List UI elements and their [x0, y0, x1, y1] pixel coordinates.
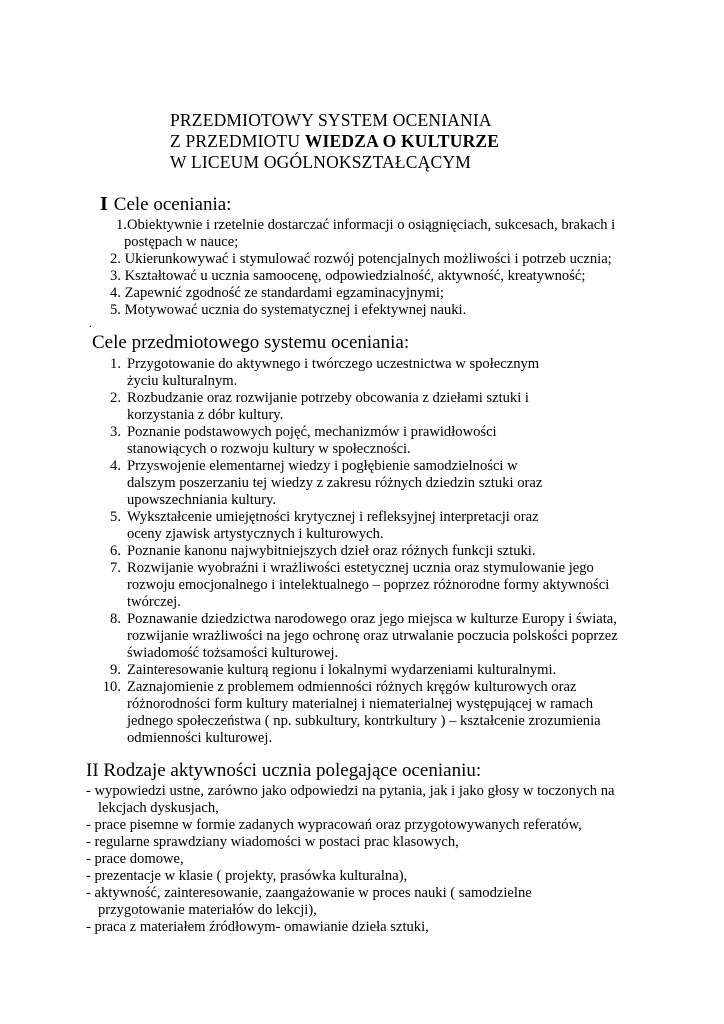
- list-item-continuation: świadomość tożsamości kulturowej.: [127, 645, 339, 661]
- item-number: 1.: [116, 217, 127, 233]
- list-item: - regularne sprawdziany wiadomości w postaci prac klasowych,: [86, 834, 459, 850]
- item-text: Poznanie kanonu najwybitniejszych dzieł oraz różnych funkcji sztuki.: [127, 543, 536, 559]
- item-text: Poznanie podstawowych pojęć, mechanizmów i prawidłowości: [127, 424, 497, 440]
- list-item-continuation: odmienności kulturowej.: [127, 730, 273, 746]
- list-item-continuation: upowszechniania kultury.: [127, 492, 277, 508]
- list-item: [99, 543, 536, 560]
- list-item: - prezentacje w klasie ( projekty, prasówka kulturalna),: [86, 868, 408, 884]
- list-item-continuation: postępach w nauce;: [124, 234, 239, 250]
- list-item: [99, 560, 594, 577]
- list-item: [99, 662, 556, 679]
- list-item: [116, 217, 615, 234]
- item-number: 10.: [102, 679, 121, 695]
- header-line-2: [170, 131, 499, 152]
- list-item-continuation: twórczej.: [127, 594, 181, 610]
- item-text: Przyswojenie elementarnej wiedzy i pogłębienie samodzielności w: [127, 458, 518, 474]
- item-text: Zapewnić zgodność ze standardami egzaminacyjnymi;: [124, 285, 444, 301]
- item-number: 4.: [110, 458, 121, 474]
- list-item: - prace domowe,: [86, 851, 184, 867]
- item-number: 8.: [110, 611, 121, 627]
- section-1-title: Cele oceniania:: [113, 194, 232, 215]
- item-number: 4.: [110, 285, 121, 301]
- list-item-continuation: przygotowanie materiałów do lekcji),: [98, 902, 317, 918]
- list-item: [99, 611, 617, 628]
- list-item: - aktywność, zainteresowanie, zaangażowanie w proces nauki ( samodzielne: [86, 885, 532, 901]
- item-number: 5.: [110, 302, 121, 318]
- item-number: 7.: [110, 560, 121, 576]
- list-item: [99, 390, 529, 407]
- document-header: [170, 110, 499, 173]
- item-text: Ukierunkowywać i stymulować rozwój potencjalnych możliwości i potrzeb ucznia;: [124, 251, 612, 267]
- stray-dot: .: [89, 318, 92, 330]
- list-item: [99, 509, 539, 526]
- list-item-continuation: stanowiących o rozwoju kultury w społeczności.: [127, 441, 411, 457]
- list-item-continuation: oceny zjawisk artystycznych i kulturowych.: [127, 526, 384, 542]
- header-line-2-prefix: Z PRZEDMIOTU: [170, 131, 305, 151]
- item-number: 9.: [110, 662, 121, 678]
- item-number: 5.: [110, 509, 121, 525]
- list-item-continuation: rozwoju emocjonalnego i intelektualnego – poprzez różnorodne formy aktywności: [127, 577, 610, 593]
- item-text: Poznawanie dziedzictwa narodowego oraz jego miejsca w kulturze Europy i świata,: [127, 611, 617, 627]
- item-number: 2.: [110, 390, 121, 406]
- item-text: Zainteresowanie kulturą regionu i lokalnymi wydarzeniami kulturalnymi.: [127, 662, 557, 678]
- list-item: [99, 356, 539, 373]
- list-item: - praca z materiałem źródłowym- omawianie dzieła sztuki,: [86, 919, 429, 935]
- section-2-heading: Cele przedmiotowego systemu oceniania:: [92, 332, 410, 353]
- item-text: Motywować ucznia do systematycznej i efektywnej nauki.: [124, 302, 467, 318]
- list-item: - prace pisemne w formie zadanych wypracowań oraz przygotowywanych referatów,: [86, 817, 582, 833]
- list-item: [110, 268, 585, 285]
- list-item-continuation: jednego społeczeństwa ( np. subkultury, kontrkultury ) – kształcenie zrozumienia: [127, 713, 601, 729]
- header-subject: WIEDZA O KULTURZE: [304, 131, 500, 151]
- list-item: [99, 458, 518, 475]
- item-number: 6.: [110, 543, 121, 559]
- section-3-heading: II Rodzaje aktywności ucznia polegające ocenianiu:: [86, 760, 482, 781]
- section-1-roman: I: [100, 193, 108, 215]
- list-item: [110, 302, 466, 319]
- list-item-continuation: różnorodności form kultury materialnej i niematerialnej występującej w ramach: [127, 696, 594, 712]
- list-item: - wypowiedzi ustne, zarówno jako odpowiedzi na pytania, jak i jako głosy w toczonych na: [86, 783, 615, 799]
- item-text: Kształtować u ucznia samoocenę, odpowiedzialność, aktywność, kreatywność;: [124, 268, 586, 284]
- list-item: [99, 679, 576, 696]
- list-item-continuation: życiu kulturalnym.: [127, 373, 238, 389]
- item-text: Wykształcenie umiejętności krytycznej i refleksyjnej interpretacji oraz: [127, 509, 539, 525]
- item-text: Rozwijanie wyobraźni i wrażliwości estetycznej ucznia oraz stymulowanie jego: [127, 560, 594, 576]
- item-number: 3.: [110, 424, 121, 440]
- list-item-continuation: dalszym poszerzaniu tej wiedzy z zakresu różnych dziedzin sztuki oraz: [127, 475, 543, 491]
- item-number: 1.: [110, 356, 121, 372]
- list-item: [110, 285, 444, 302]
- list-item-continuation: rozwijanie wrażliwości na jego ochronę oraz utrwalanie poczucia polskości poprzez: [127, 628, 618, 644]
- header-line-1: PRZEDMIOTOWY SYSTEM OCENIANIA: [170, 110, 492, 130]
- section-1-heading: [100, 193, 231, 216]
- item-text: Zaznajomienie z problemem odmienności różnych kręgów kulturowych oraz: [127, 679, 577, 695]
- item-text: Obiektywnie i rzetelnie dostarczać informacji o osiągnięciach, sukcesach, brakach i: [126, 217, 616, 233]
- item-number: 3.: [110, 268, 121, 284]
- list-item-continuation: korzystania z dóbr kultury.: [127, 407, 284, 423]
- list-item: [99, 424, 497, 441]
- item-text: Przygotowanie do aktywnego i twórczego uczestnictwa w społecznym: [127, 356, 540, 372]
- list-item-continuation: lekcjach dyskusjach,: [98, 800, 219, 816]
- header-line-3: W LICEUM OGÓLNOKSZTAŁCĄCYM: [170, 152, 471, 172]
- item-number: 2.: [110, 251, 121, 267]
- item-text: Rozbudzanie oraz rozwijanie potrzeby obcowania z dziełami sztuki i: [127, 390, 529, 406]
- list-item: [110, 251, 612, 268]
